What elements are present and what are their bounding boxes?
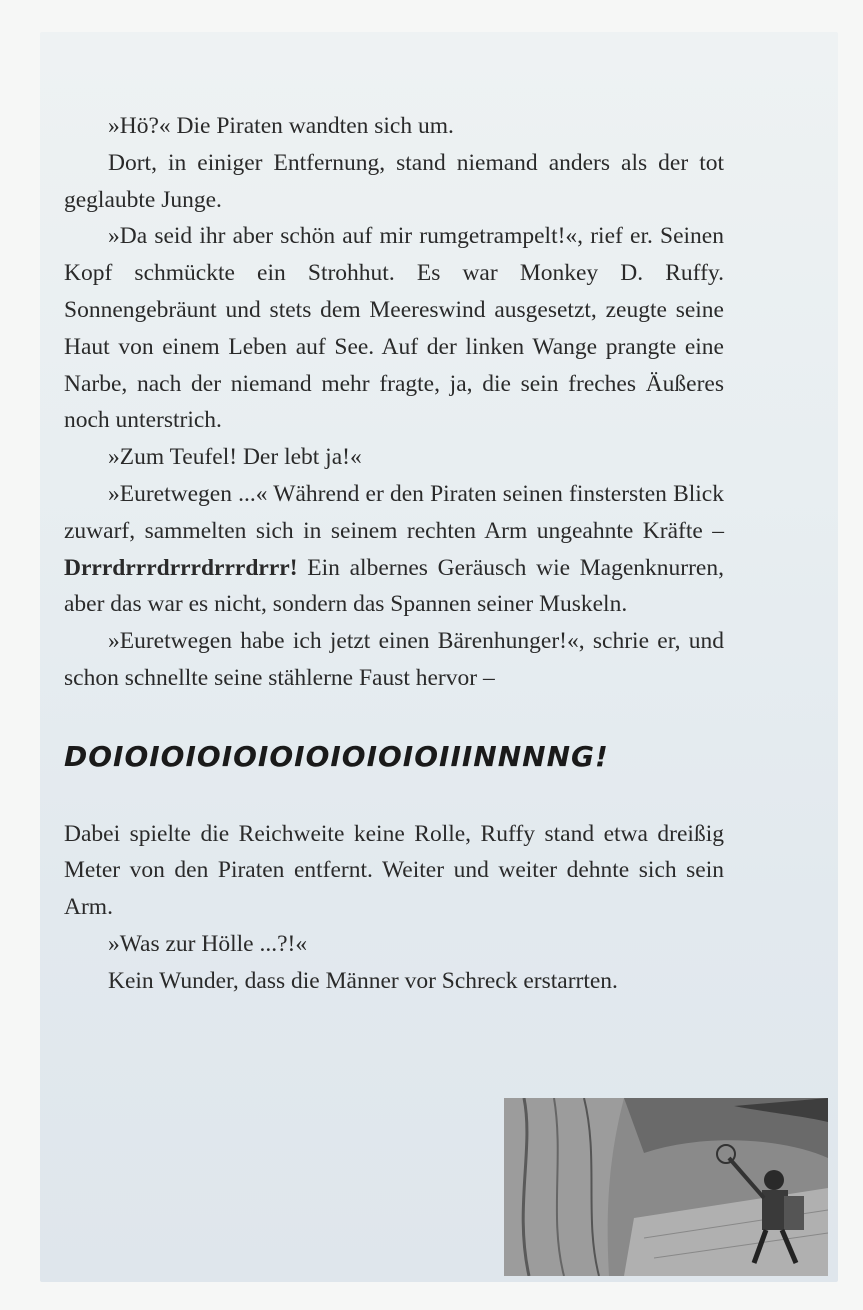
- sound-drrr: Drrrdrrrdrrrdrrrdrrr!: [64, 554, 298, 581]
- body-text: [64, 108, 724, 1000]
- paragraph-1: »Hö?« Die Piraten wandten sich um.: [108, 113, 454, 139]
- paragraph-3: »Da seid ihr aber schön auf mir rumgetrampelt!«, rief er. Seinen Kopf schmückte ein Strohhut. Es war Monkey D. Ruffy. Sonnengebräunt und stets dem Meereswind ausgesetzt, zeugte seine Haut von einem Leben auf See. Auf der linken Wange prangte eine Narbe, nach der niemand mehr fragte, ja, die sein freches Äußeres noch unterstrich.: [64, 223, 724, 434]
- paragraph-7: Dabei spielte die Reichweite keine Rolle, Ruffy stand etwa dreißig Meter von den Piraten entfernt. Weiter und weiter dehnte sich sein Arm.: [64, 820, 724, 921]
- paragraph-4: »Zum Teufel! Der lebt ja!«: [108, 444, 362, 471]
- paragraph-6: »Euretwegen habe ich jetzt einen Bärenhunger!«, schrie er, und schon schnellte seine stählerne Faust hervor –: [64, 628, 724, 691]
- illustration-drawing: [504, 1098, 828, 1276]
- paragraph-9: Kein Wunder, dass die Männer vor Schreck erstarrten.: [108, 967, 618, 994]
- paragraph-8: »Was zur Hölle ...?!«: [108, 930, 308, 957]
- paragraph-5: [64, 476, 724, 623]
- paragraph-2: Dort, in einiger Entfernung, stand niemand anders als der tot geglaubte Junge.: [64, 149, 724, 213]
- sound-effect-heading: DOIOIOIOIOIOIOIOIOIOIIINNNNG!: [64, 739, 609, 773]
- paragraph-5-before: »Euretwegen ...« Während er den Piraten seinen finstersten Blick zuwarf, sammelten sich in seinem rechten Arm ungeahnte Kräfte –: [64, 480, 724, 544]
- manga-illustration: [504, 1098, 828, 1276]
- paragraph-5-after: Ein albernes Geräusch wie Magenknurren, aber das war es nicht, sondern das Spannen seiner Muskeln.: [64, 554, 724, 618]
